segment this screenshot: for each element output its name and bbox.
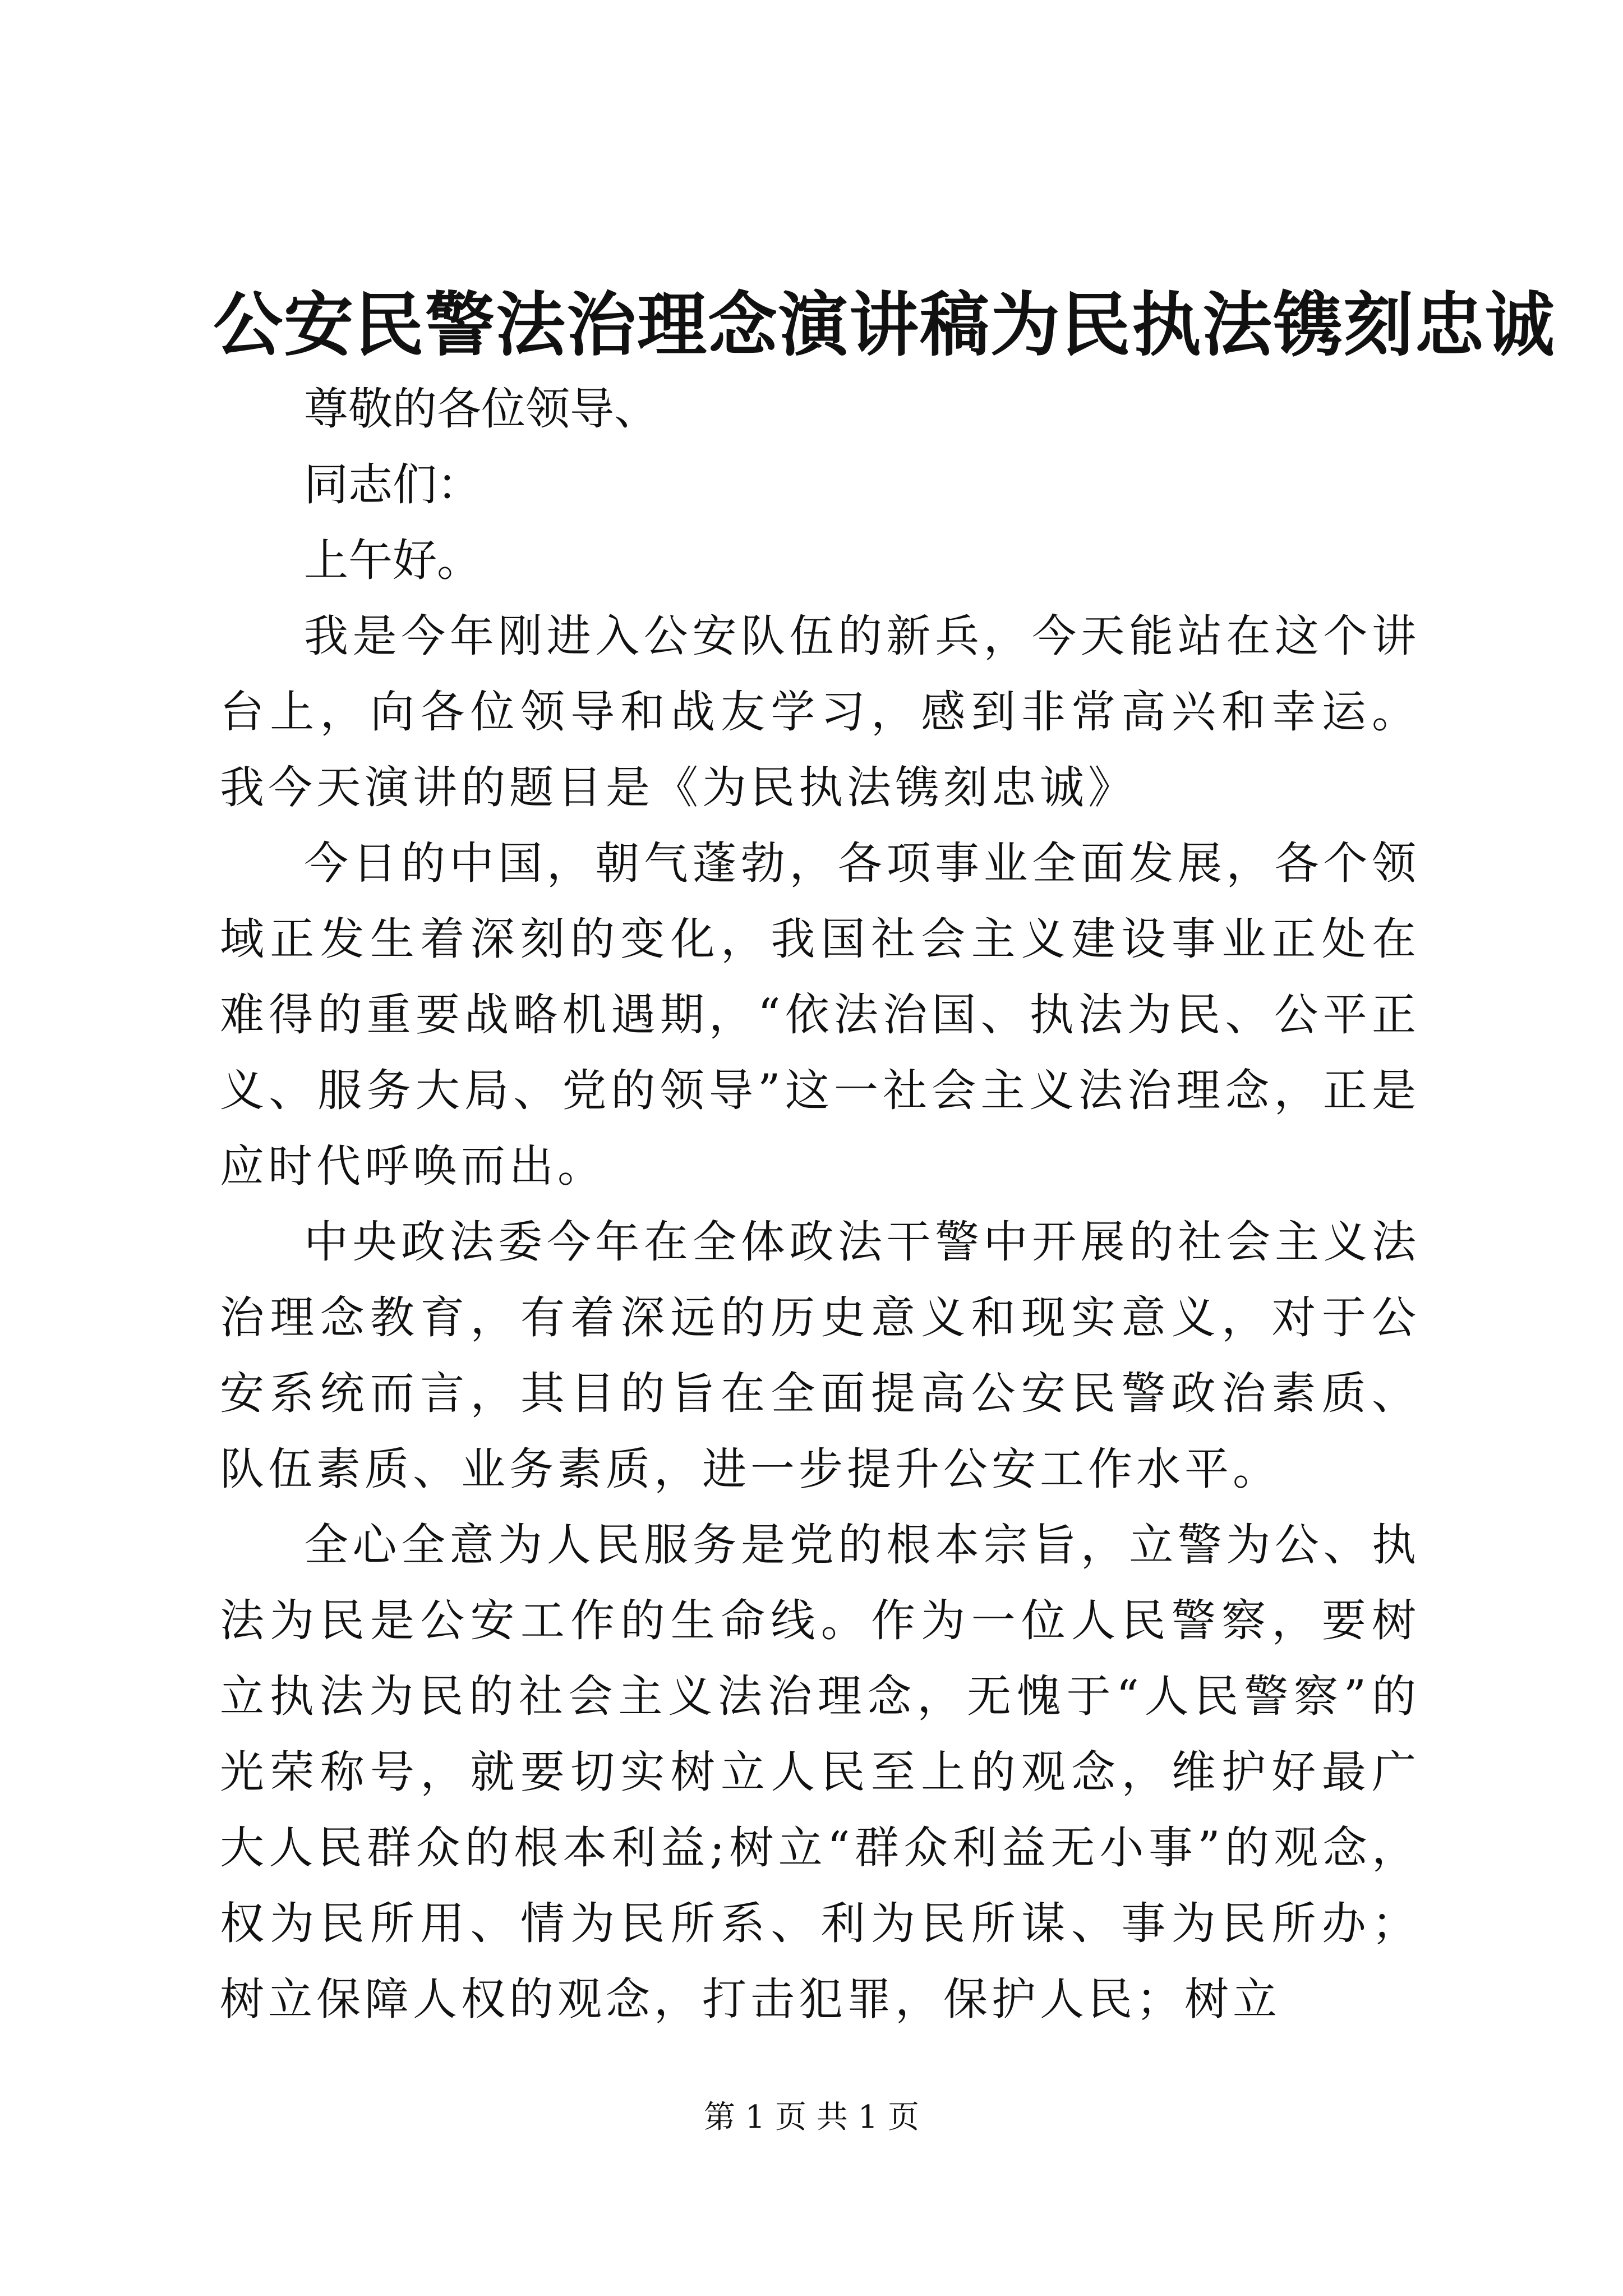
paragraph-3: 中央政法委今年在全体政法干警中开展的社会主义法治理念教育，有着深远的历史意义和现实意义，对于公安系统而言，其目的旨在全面提高公安民警政治素质、队伍素质、业务素质，进一步提升公安工作水平。 — [220, 1216, 1420, 1495]
document-title: 公安民警法治理念演讲稿为民执法镌刻忠诚 — [213, 284, 1556, 366]
paragraph-1: 我是今年刚进入公安队伍的新兵，今天能站在这个讲台上，向各位领导和战友学习，感到非常高兴和幸运。我今天演讲的题目是《为民执法镌刻忠诚》 — [220, 610, 1420, 813]
paragraph-4: 全心全意为人民服务是党的根本宗旨，立警为公、执法为民是公安工作的生命线。作为一位人民警察，要树立执法为民的社会主义法治理念，无愧于“人民警察”的光荣称号，就要切实树立人民至上的观念，维护好最广大人民群众的根本利益;树立“群众利益无小事”的观念，权为民所用、情为民所系、利为民所谋、事为民所办；树立保障人权的观念，打击犯罪，保护人民；树立 — [220, 1519, 1420, 2025]
greeting: 上午好。 — [304, 535, 481, 586]
paragraph-2: 今日的中国，朝气蓬勃，各项事业全面发展，各个领域正发生着深刻的变化，我国社会主义建设事业正处在难得的重要战略机遇期，“依法治国、执法为民、公平正义、服务大局、党的领导”这一社会主义法治理念，正是应时代呼唤而出。 — [220, 838, 1420, 1192]
page-footer: 第 1 页 共 1 页 — [703, 2099, 920, 2136]
salutation-line-1: 尊敬的各位领导、 — [304, 383, 658, 435]
salutation-line-2: 同志们： — [304, 459, 481, 510]
document-body — [220, 371, 1420, 2037]
